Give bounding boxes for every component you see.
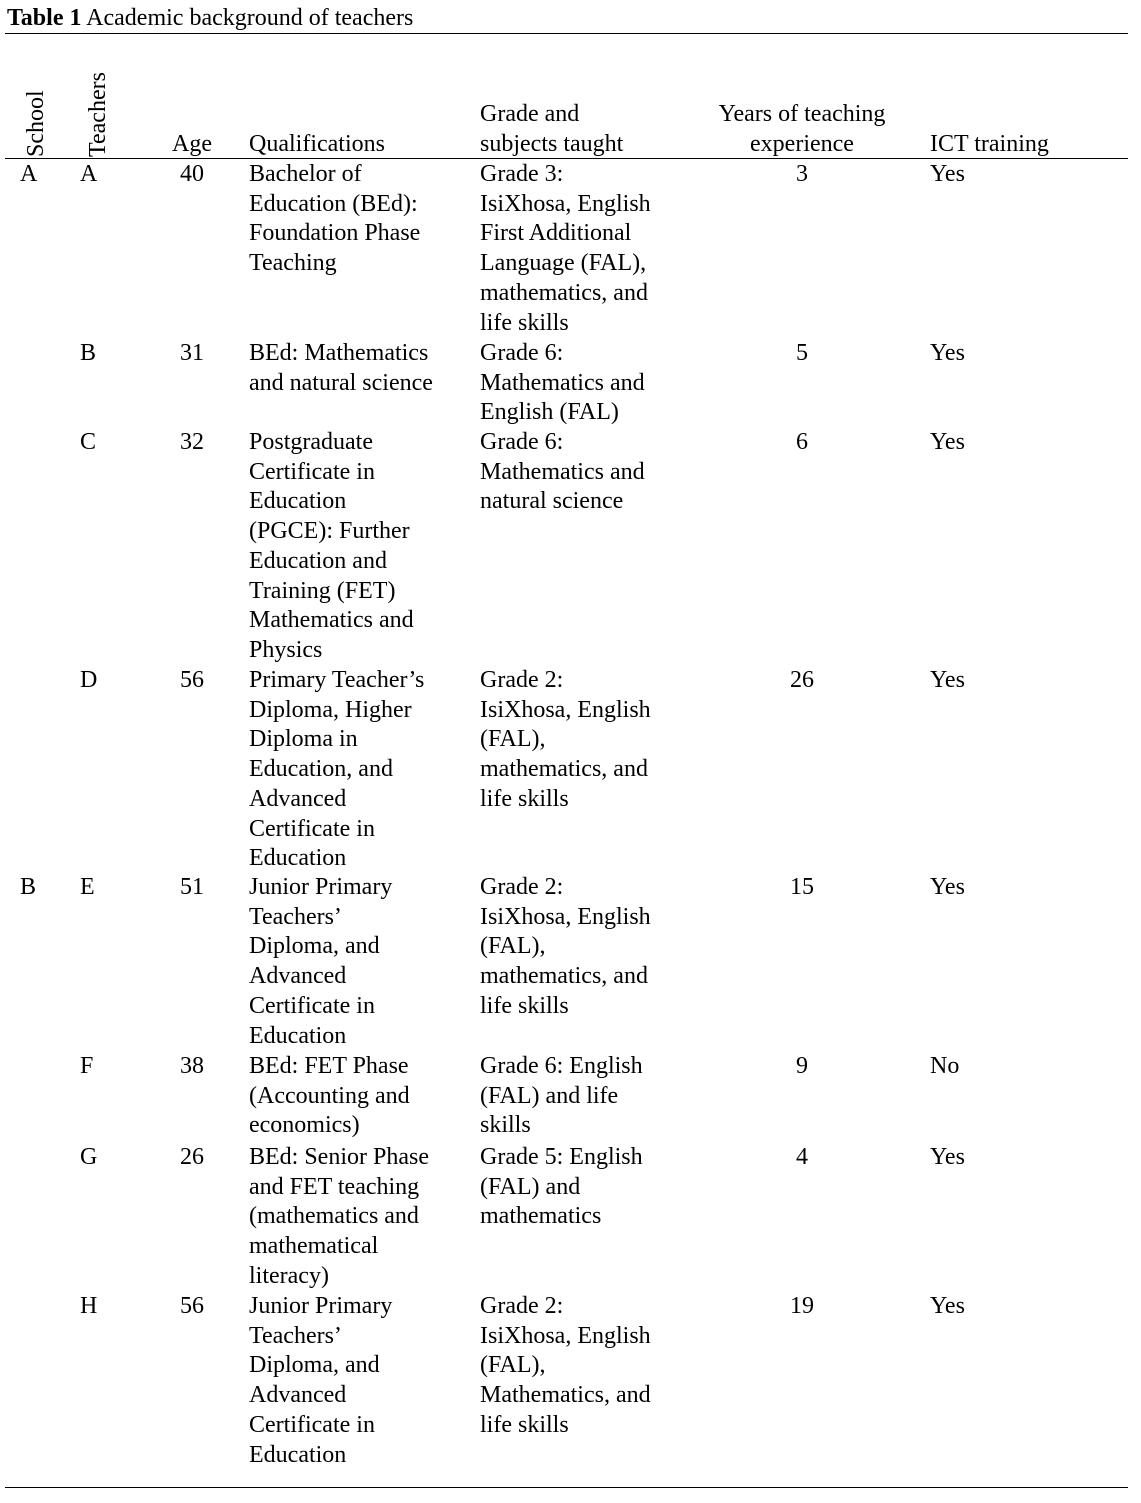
- cell-ict-training: Yes: [930, 429, 965, 455]
- cell-ict-training: Yes: [930, 667, 965, 693]
- cell-school: A: [20, 161, 38, 187]
- cell-qualifications: Junior Primary Teachers’ Diploma, and Advanced Certificate in Education: [249, 874, 393, 1049]
- cell-ict-training: Yes: [930, 1293, 965, 1319]
- cell-grade-subjects: Grade 2: IsiXhosa, English (FAL), Mathematics, and life skills: [480, 1293, 651, 1438]
- cell-age: 26: [180, 1144, 204, 1170]
- header-years-experience: Years of teaching experience: [718, 101, 886, 157]
- cell-age: 56: [180, 1293, 204, 1319]
- header-teachers: Teachers: [85, 72, 111, 157]
- bottom-rule: [5, 1487, 1128, 1488]
- cell-teacher: G: [80, 1144, 98, 1170]
- cell-age: 40: [180, 161, 204, 187]
- cell-years-experience: 6: [796, 429, 808, 455]
- table-caption-label: Table 1: [7, 5, 82, 31]
- cell-years-experience: 26: [790, 667, 814, 693]
- cell-years-experience: 19: [790, 1293, 814, 1319]
- cell-ict-training: Yes: [930, 340, 965, 366]
- header-grade-subjects: Grade and subjects taught: [480, 101, 624, 157]
- cell-grade-subjects: Grade 6: Mathematics and natural science: [480, 429, 645, 515]
- header-age: Age: [172, 131, 212, 157]
- cell-ict-training: Yes: [930, 1144, 965, 1170]
- header-ict-training: ICT training: [930, 131, 1049, 157]
- cell-teacher: B: [80, 340, 97, 366]
- table-caption: [7, 4, 413, 32]
- cell-grade-subjects: Grade 6: Mathematics and English (FAL): [480, 340, 645, 426]
- top-rule: [5, 33, 1128, 34]
- cell-age: 32: [180, 429, 204, 455]
- header-school: School: [23, 90, 49, 157]
- cell-teacher: H: [80, 1293, 98, 1319]
- cell-ict-training: No: [930, 1053, 960, 1079]
- cell-age: 56: [180, 667, 204, 693]
- cell-years-experience: 5: [796, 340, 808, 366]
- cell-school: B: [20, 874, 37, 900]
- cell-age: 51: [180, 874, 204, 900]
- cell-ict-training: Yes: [930, 161, 965, 187]
- cell-qualifications: BEd: Senior Phase and FET teaching (mathematics and mathematical literacy): [249, 1144, 429, 1289]
- cell-grade-subjects: Grade 2: IsiXhosa, English (FAL), mathematics, and life skills: [480, 667, 651, 812]
- cell-ict-training: Yes: [930, 874, 965, 900]
- cell-grade-subjects: Grade 2: IsiXhosa, English (FAL), mathematics, and life skills: [480, 874, 651, 1019]
- header-qualifications: Qualifications: [249, 131, 385, 157]
- cell-grade-subjects: Grade 5: English (FAL) and mathematics: [480, 1144, 643, 1230]
- cell-teacher: E: [80, 874, 95, 900]
- cell-qualifications: Bachelor of Education (BEd): Foundation Phase Teaching: [249, 161, 421, 277]
- cell-qualifications: Postgraduate Certificate in Education (PGCE): Further Education and Training (FET) Mathematics and Physics: [249, 429, 414, 663]
- cell-age: 38: [180, 1053, 204, 1079]
- cell-teacher: C: [80, 429, 97, 455]
- cell-qualifications: BEd: FET Phase (Accounting and economics): [249, 1053, 410, 1139]
- cell-qualifications: Junior Primary Teachers’ Diploma, and Advanced Certificate in Education: [249, 1293, 393, 1468]
- cell-teacher: A: [80, 161, 98, 187]
- cell-qualifications: Primary Teacher’s Diploma, Higher Diploma in Education, and Advanced Certificate in Education: [249, 667, 425, 872]
- cell-teacher: F: [80, 1053, 94, 1079]
- cell-age: 31: [180, 340, 204, 366]
- cell-grade-subjects: Grade 3: IsiXhosa, English First Additional Language (FAL), mathematics, and life skills: [480, 161, 651, 336]
- cell-years-experience: 3: [796, 161, 808, 187]
- cell-years-experience: 4: [796, 1144, 808, 1170]
- cell-grade-subjects: Grade 6: English (FAL) and life skills: [480, 1053, 643, 1139]
- table-caption-title: Academic background of teachers: [86, 5, 414, 31]
- cell-years-experience: 9: [796, 1053, 808, 1079]
- cell-teacher: D: [80, 667, 98, 693]
- cell-years-experience: 15: [790, 874, 814, 900]
- cell-qualifications: BEd: Mathematics and natural science: [249, 340, 433, 396]
